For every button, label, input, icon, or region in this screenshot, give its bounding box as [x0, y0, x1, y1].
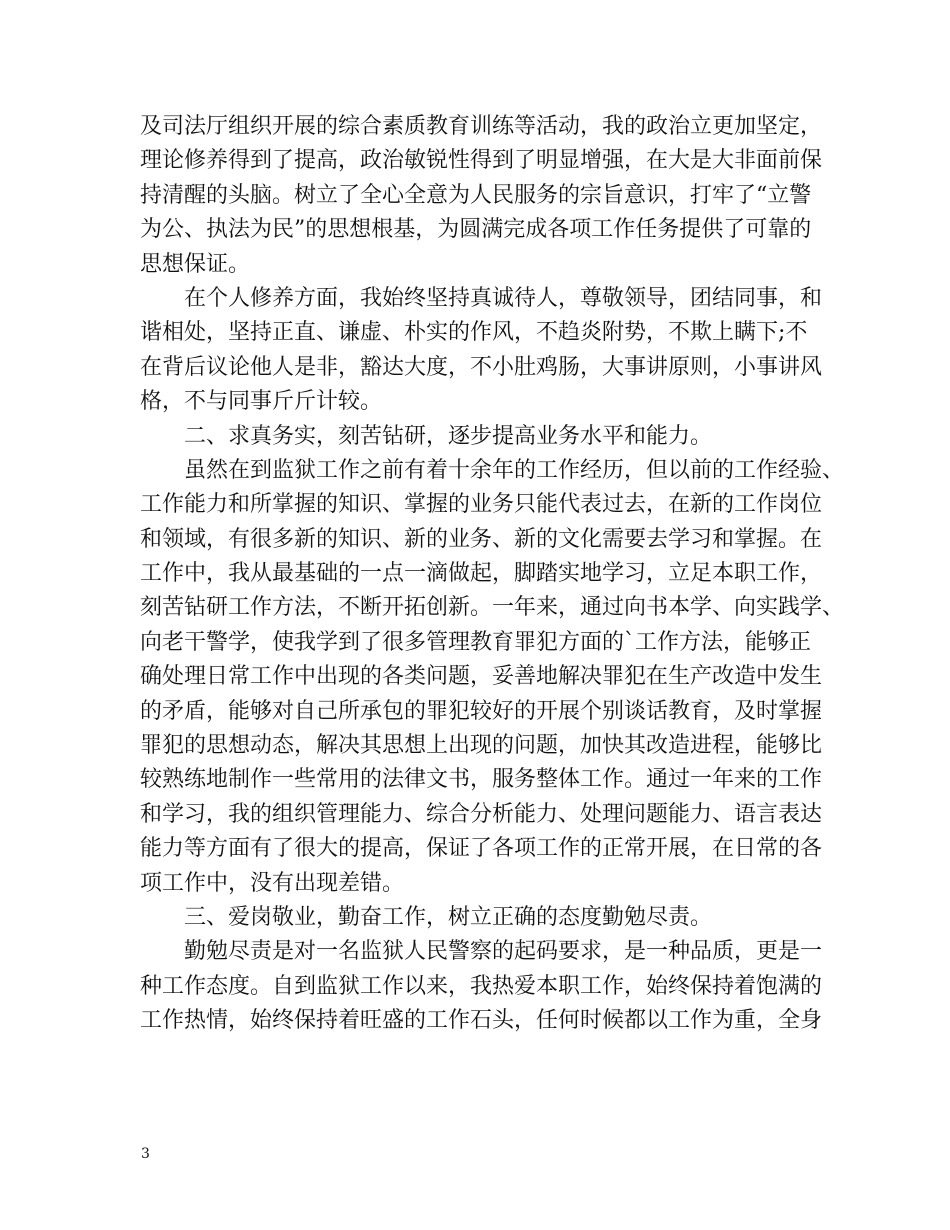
paragraph-first-line: 勤勉尽责是对一名监狱人民警察的起码要求，是一种品质，更是一: [184, 939, 823, 965]
text-line: 谐相处，坚持正直、谦虚、朴实的作风，不趋炎附势，不欺上瞒下;不: [140, 320, 808, 346]
paragraph-first-line: 在个人修养方面，我始终坚持真诚待人，尊敬领导，团结同事，和: [184, 285, 823, 311]
text-line: 持清醒的头脑。树立了全心全意为人民服务的宗旨意识，打牢了“立警: [140, 182, 812, 208]
text-line: 向老干警学，使我学到了很多管理教育罪犯方面的`工作方法，能够正: [140, 629, 812, 655]
text-line: 在背后议论他人是非，豁达大度，不小肚鸡肠，大事讲原则，小事讲风: [140, 354, 823, 380]
text-line: 思想保证。: [140, 251, 251, 277]
text-line: 种工作态度。自到监狱工作以来，我热爱本职工作，始终保持着饱满的: [140, 973, 823, 999]
text-line: 刻苦钻研工作方法，不断开拓创新。一年来，通过向书本学、向实践学、: [140, 595, 845, 621]
paragraph-first-line: 三、爱岗敬业，勤奋工作，树立正确的态度勤勉尽责。: [184, 904, 713, 930]
text-line: 工作能力和所掌握的知识、掌握的业务只能代表过去，在新的工作岗位: [140, 492, 823, 518]
text-line: 罪犯的思想动态，解决其思想上出现的问题，加快其改造进程，能够比: [140, 733, 823, 759]
text-line: 工作中，我从最基础的一点一滴做起，脚踏实地学习，立足本职工作，: [140, 561, 823, 587]
page-number: 3: [141, 1146, 150, 1162]
text-line: 能力等方面有了很大的提高，保证了各项工作的正常开展，在日常的各: [140, 836, 823, 862]
document-body: [140, 110, 845, 1039]
text-line: 及司法厅组织开展的综合素质教育训练等活动，我的政治立更加坚定，: [140, 114, 823, 139]
text-line: 工作热情，始终保持着旺盛的工作石头，任何时候都以工作为重，全身: [140, 1008, 823, 1034]
text-line: 较熟练地制作一些常用的法律文书，服务整体工作。通过一年来的工作: [140, 767, 823, 793]
text-line: 和学习，我的组织管理能力、综合分析能力、处理问题能力、语言表达: [140, 801, 823, 827]
text-line: 确处理日常工作中出现的各类问题，妥善地解决罪犯在生产改造中发生: [140, 664, 823, 690]
text-line: 的矛盾，能够对自己所承包的罪犯较好的开展个别谈话教育，及时掌握: [140, 698, 823, 724]
paragraph-first-line: 二、求真务实，刻苦钻研，逐步提高业务水平和能力。: [184, 423, 713, 449]
text-line: 理论修养得到了提高，政治敏锐性得到了明显增强，在大是大非面前保: [140, 148, 823, 174]
text-line: 为公、执法为民”的思想根基，为圆满完成各项工作任务提供了可靠的: [140, 217, 812, 243]
text-line: 格，不与同事斤斤计较。: [140, 389, 383, 415]
text-line: 项工作中，没有出现差错。: [140, 870, 405, 896]
paragraph-first-line: 虽然在到监狱工作之前有着十余年的工作经历，但以前的工作经验、: [184, 457, 845, 483]
text-line: 和领域，有很多新的知识、新的业务、新的文化需要去学习和掌握。在: [140, 526, 823, 552]
